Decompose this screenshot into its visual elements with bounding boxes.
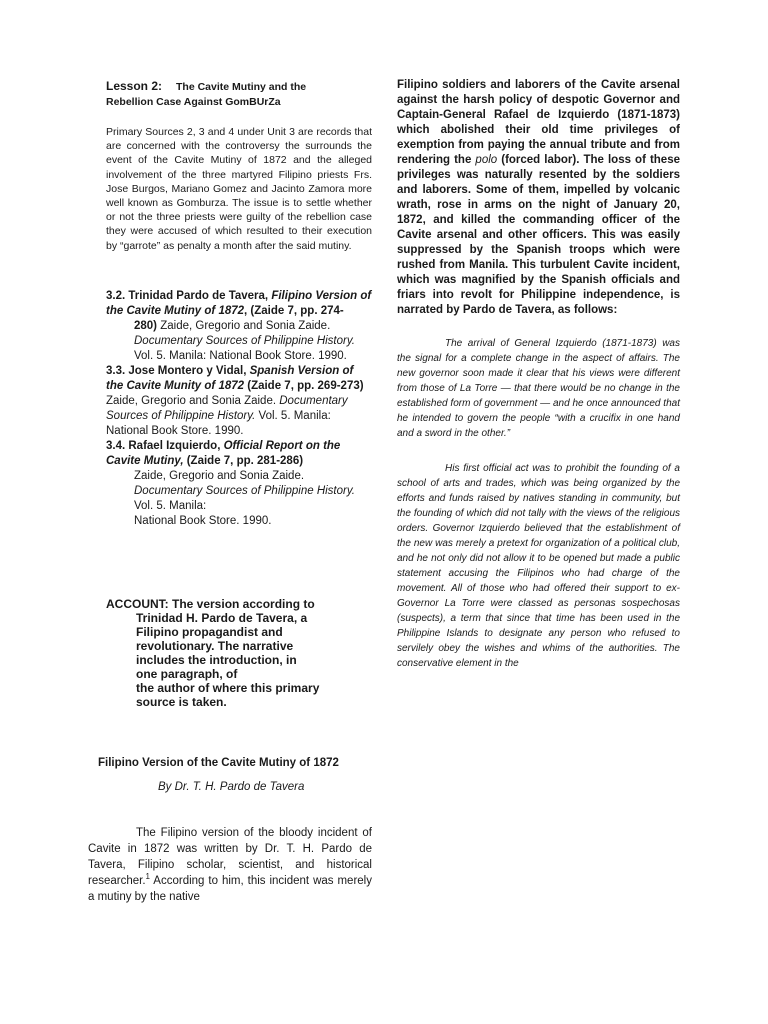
document-byline: By Dr. T. H. Pardo de Tavera — [158, 780, 305, 793]
quote-paragraph-2 — [397, 461, 680, 671]
account-line: Filipino propagandist and — [136, 624, 283, 639]
account-line: source is taken. — [136, 694, 227, 709]
narrative-paragraph — [88, 825, 372, 905]
footnote-mark[interactable]: 1 — [145, 872, 150, 881]
left-column — [88, 78, 372, 905]
reference-pages: (Zaide 7, pp. 281-286) — [183, 454, 304, 467]
lesson-title-line2: Rebellion Case Against GomBUrZa — [106, 96, 281, 108]
reference-author: Zaide, Gregorio and Sonia Zaide. — [134, 469, 305, 482]
reference-pages: (Zaide 7, pp. 269-273) — [244, 379, 364, 392]
account-line: ACCOUNT: The version according to — [106, 596, 315, 611]
lesson-label: Lesson 2: — [106, 79, 163, 93]
quote-text: The arrival of General Izquierdo (1871-1873) was the signal for a complete change in the aspect of affairs. The new governor soon made it clear that his views were different from those of La Torre — that there would be no change in the established form of government — and he once announced that he intended to govern the people “with a crucifix in one hand and a sword in the other.” — [397, 338, 680, 439]
continuation-paragraph — [397, 78, 680, 318]
document-title: Filipino Version of the Cavite Mutiny of 1872 — [98, 756, 339, 769]
reference-author: Zaide, Gregorio and Sonia Zaide. — [106, 394, 277, 407]
account-line: the author of where this primary — [136, 680, 320, 695]
quote-text: His first official act was to prohibit the founding of a school of arts and trades, which was being organized by the efforts and funds raised by natives standing in community, but the founding of which did not tally with the views of the religious orders. Governor Izquierdo believed that the establishment of the new was merely a pretext for organization of a political club, and he not only did not allow it to be opened but made a public statement accusing the Filipinos who had charge of the movement. All of those who had offered their support to ex-Governor La Torre were classed as personas sospechosas (suspects), a term that since that time has been used in the Philippine Islands to designate any person who refused to servilely obey the wishes and whims of the authorities. The conservative element in the — [397, 463, 680, 669]
reference-publisher: Vol. 5. Manila: National Book Store. 1990. — [134, 349, 347, 362]
reference-publisher: Vol. 5. Manila: — [134, 499, 207, 512]
account-line: revolutionary. The narrative — [136, 638, 294, 653]
account-line: one paragraph, of — [136, 666, 238, 681]
reference-title: Official Report on the Cavite Mutiny, — [106, 439, 341, 467]
reference-list — [106, 289, 372, 529]
account-line: Trinidad H. Pardo de Tavera, a — [136, 610, 308, 625]
lesson-title-line1: The Cavite Mutiny and the — [176, 81, 307, 93]
continuation-text-cont: (forced labor). The loss of these privileges was naturally resented by the soldiers and laborers. Some of them, impelled by volcanic wrath, rose in arms on the night of January 20, 1872, and killed the commanding officer of the Cavite arsenal and other officers. This was easily suppressed by the Spanish troops which were rushed from Manila. This turbulent Cavite incident, which was magnified by the Spanish officials and friars into revolt for Philippine independence, is narrated by Pardo de Tavera, as follows: — [397, 154, 680, 316]
account-section — [106, 597, 372, 709]
reference-item — [106, 289, 372, 364]
account-line: includes the introduction, in — [136, 652, 297, 667]
reference-number: 3.2. Trinidad Pardo de Tavera, — [106, 289, 269, 302]
reference-item — [106, 364, 372, 439]
quote-paragraph-1 — [397, 336, 680, 441]
lesson-heading — [88, 78, 372, 95]
polo-term: polo — [475, 154, 498, 166]
reference-book: Documentary Sources of Philippine History. — [106, 394, 348, 422]
narrative-text-cont: According to him, this incident was merely a mutiny by the native — [88, 874, 372, 903]
reference-title: Spanish Version of the Cavite Munity of 1872 — [106, 364, 354, 392]
reference-author: Zaide, Gregorio and Sonia Zaide. — [157, 319, 331, 332]
intro-paragraph: Primary Sources 2, 3 and 4 under Unit 3 are records that are concerned with the controversy the surrounds the event of the Cavite Mutiny of 1872 and the alleged involvement of the three martyred Filipino priests Frs. Jose Burgos, Mariano Gomez and Jacinto Zamora more well known as Gomburza. The issue is to settle whether or not the three priests were guilty of the rebellion case they were accused of which resulted to their execution by “garrote” as penalty a month after the said mutiny. — [106, 126, 372, 252]
narrative-text: The Filipino version of the bloody incident of Cavite in 1872 was written by Dr. T. H. Pardo de Tavera, Filipino scholar, scientist, and historical researcher. — [88, 826, 372, 887]
reference-title: Filipino Version of the Cavite Mutiny of 1872 — [106, 289, 372, 317]
reference-publisher-cont: National Book Store. 1990. — [134, 514, 272, 527]
reference-book: Documentary Sources of Philippine History. — [134, 334, 355, 347]
continuation-text: Filipino soldiers and laborers of the Cavite arsenal against the harsh policy of despotic Governor and Captain-General Rafael de Izquierdo (1871-1873) which abolished their old time privileges of exemption from paying the annual tribute and from rendering the — [397, 79, 680, 166]
reference-item — [106, 439, 372, 529]
reference-pages: , (Zaide 7, pp. 274- — [244, 304, 344, 317]
reference-number: 3.4. Rafael Izquierdo, — [106, 439, 221, 452]
reference-book: Documentary Sources of Philippine History. — [134, 484, 355, 497]
reference-number: 3.3. Jose Montero y Vidal, — [106, 364, 247, 377]
right-column — [397, 78, 680, 671]
reference-publisher: Vol. 5. Manila: National Book Store. 1990. — [106, 409, 331, 437]
reference-pages-cont: 280) — [134, 319, 158, 332]
